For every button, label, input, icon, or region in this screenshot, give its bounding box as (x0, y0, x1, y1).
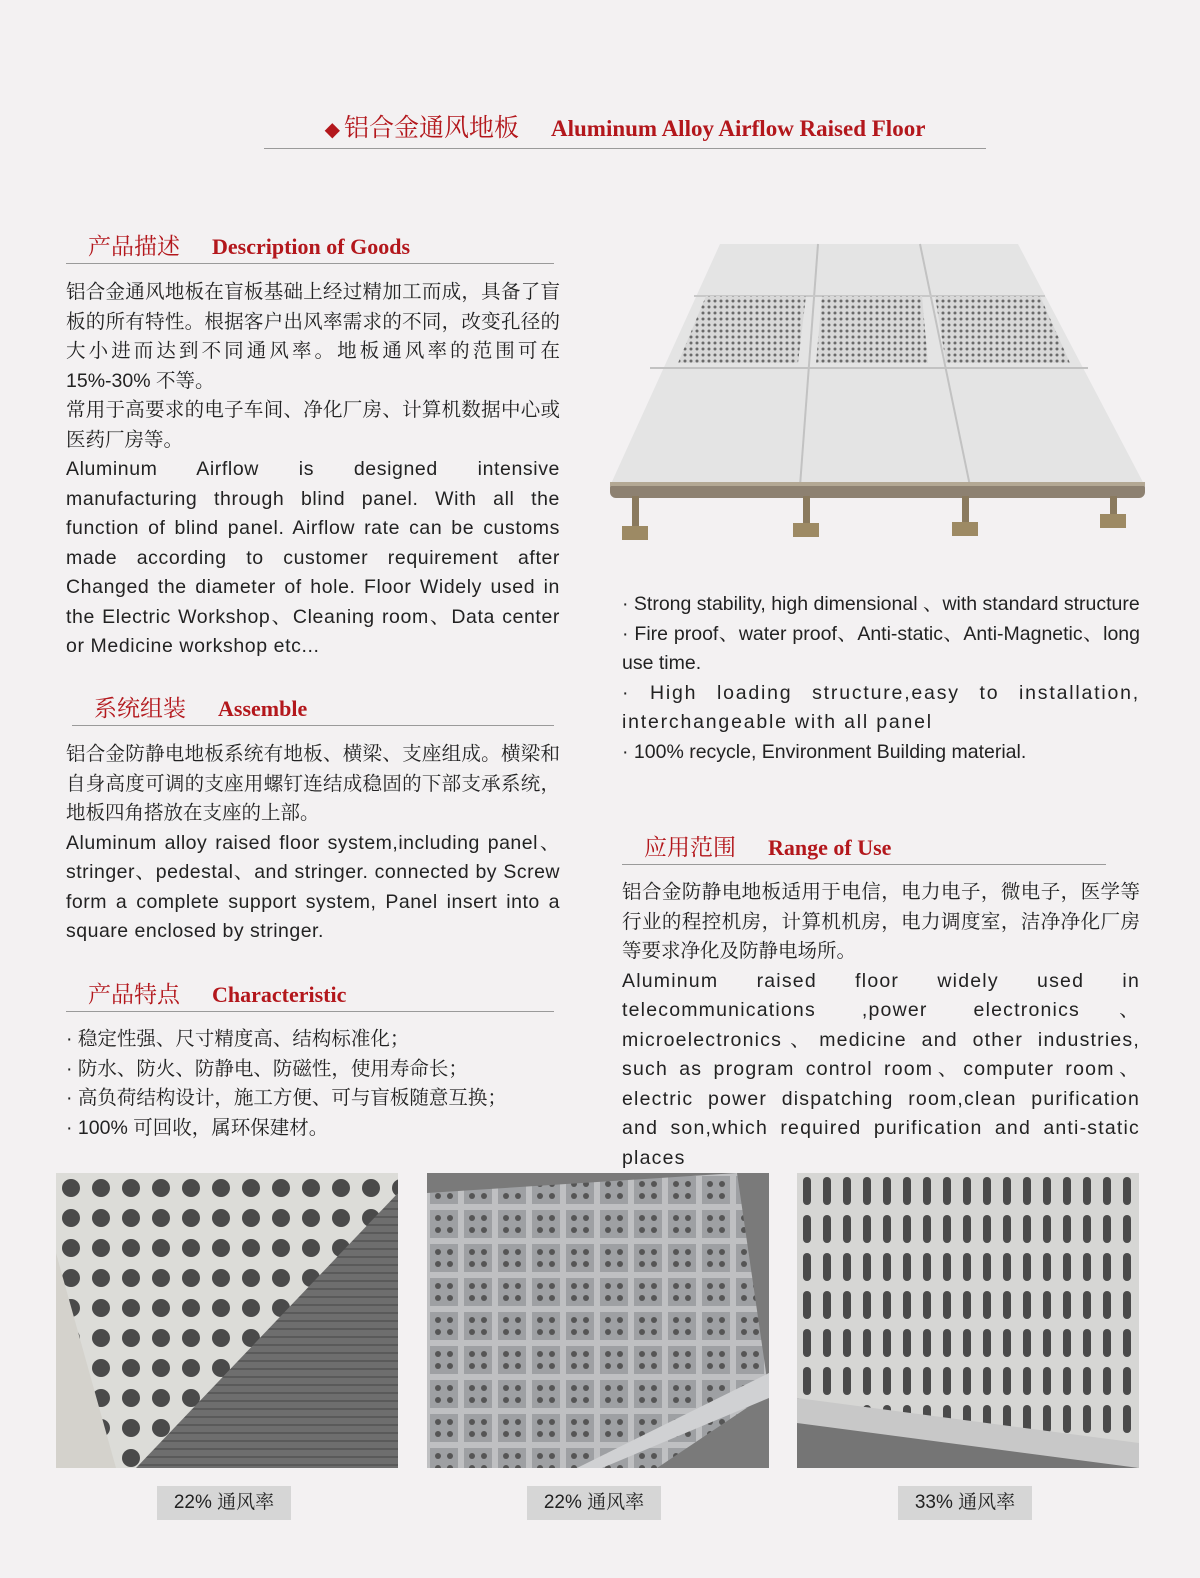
assemble-cn: 铝合金防静电地板系统有地板、横梁、支座组成。横梁和自身高度可调的支座用螺钉连结成稳固的下部支承系统，地板四角搭放在支座的上部。 (66, 743, 560, 824)
characteristic-cn-item: · 防水、防火、防静电、防磁性，使用寿命长； (66, 1057, 468, 1080)
characteristic-heading-en: Characteristic (212, 982, 347, 1007)
description-heading-en: Description of Goods (212, 234, 410, 259)
range-cn: 铝合金防静电地板适用于电信，电力电子，微电子，医学等行业的程控机房，计算机机房，电力调度室，洁净净化厂房等要求净化及防静电场所。 (622, 881, 1140, 962)
description-heading-cn: 产品描述 (88, 234, 180, 260)
description-heading (66, 228, 554, 264)
assemble-en: Aluminum alloy raised floor system,including panel、stringer、pedestal、and stringer. connected by Screw form a complete support system, Panel insert into a square enclosed by stringer. (66, 831, 560, 942)
assemble-heading-en: Assemble (218, 696, 308, 721)
sample-caption-2: 22% 通风率 (527, 1486, 661, 1520)
title-cn: 铝合金通风地板 (343, 113, 519, 142)
sample-photo-2 (427, 1173, 769, 1468)
sample-caption-3: 33% 通风率 (898, 1486, 1032, 1520)
characteristic-en-item: · Strong stability, high dimensional 、with standard structure (622, 593, 1140, 615)
characteristic-cn-list (66, 1025, 560, 1143)
range-text (622, 878, 1140, 1173)
assemble-heading-cn: 系统组装 (94, 696, 186, 722)
description-en: Aluminum Airflow is designed intensive manufacturing through blind panel. With all the function of blind panel. Airflow rate can be customs made according to customer requirement after Changed the diameter of hole. Floor Widely used in the Electric Workshop、Cleaning room、Data center or Medicine workshop etc... (66, 458, 560, 657)
page-title (264, 108, 986, 149)
description-text (66, 278, 560, 662)
characteristic-en-item: · 100% recycle, Environment Building material. (622, 740, 1027, 763)
sample-caption-1: 22% 通风率 (157, 1486, 291, 1520)
sample-photo-3 (797, 1173, 1139, 1468)
range-heading-en: Range of Use (768, 835, 892, 860)
floor-system-photo (610, 238, 1150, 550)
characteristic-cn-item: · 稳定性强、尺寸精度高、结构标准化； (66, 1028, 410, 1050)
characteristic-en-list (622, 590, 1140, 767)
characteristic-en-item: · Fire proof、water proof、Anti-static、Anti-Magnetic、long use time. (622, 622, 1140, 674)
description-cn-1: 铝合金通风地板在盲板基础上经过精加工而成，具备了盲板的所有特性。根据客户出风率需求的不同，改变孔径的大小进而达到不同通风率。地板通风率的范围可在 15%-30% 不等。 (66, 281, 560, 392)
characteristic-heading-cn: 产品特点 (88, 982, 180, 1008)
characteristic-cn-item: · 高负荷结构设计，施工方便、可与盲板随意互换； (66, 1087, 507, 1109)
title-en: Aluminum Alloy Airflow Raised Floor (551, 116, 926, 141)
characteristic-heading (66, 976, 554, 1012)
range-heading-cn: 应用范围 (644, 835, 736, 861)
characteristic-cn-item: · 100% 可回收，属环保建材。 (66, 1116, 329, 1139)
range-en: Aluminum raised floor widely used in telecommunications ,power electronics、microelectronics、medicine and other industries, such as program control room、computer room、electric power dispatching room,clean purification and son,which required purification and anti-static places (622, 969, 1140, 1169)
range-heading (622, 829, 1106, 865)
diamond-icon: ◆ (324, 119, 340, 141)
description-cn-2: 常用于高要求的电子车间、净化厂房、计算机数据中心或医药厂房等。 (66, 399, 560, 451)
assemble-heading (72, 690, 554, 726)
characteristic-en-item: · High loading structure,easy to installation, interchangeable with all panel (622, 681, 1140, 733)
sample-photo-1 (56, 1173, 398, 1468)
assemble-text (66, 740, 560, 947)
